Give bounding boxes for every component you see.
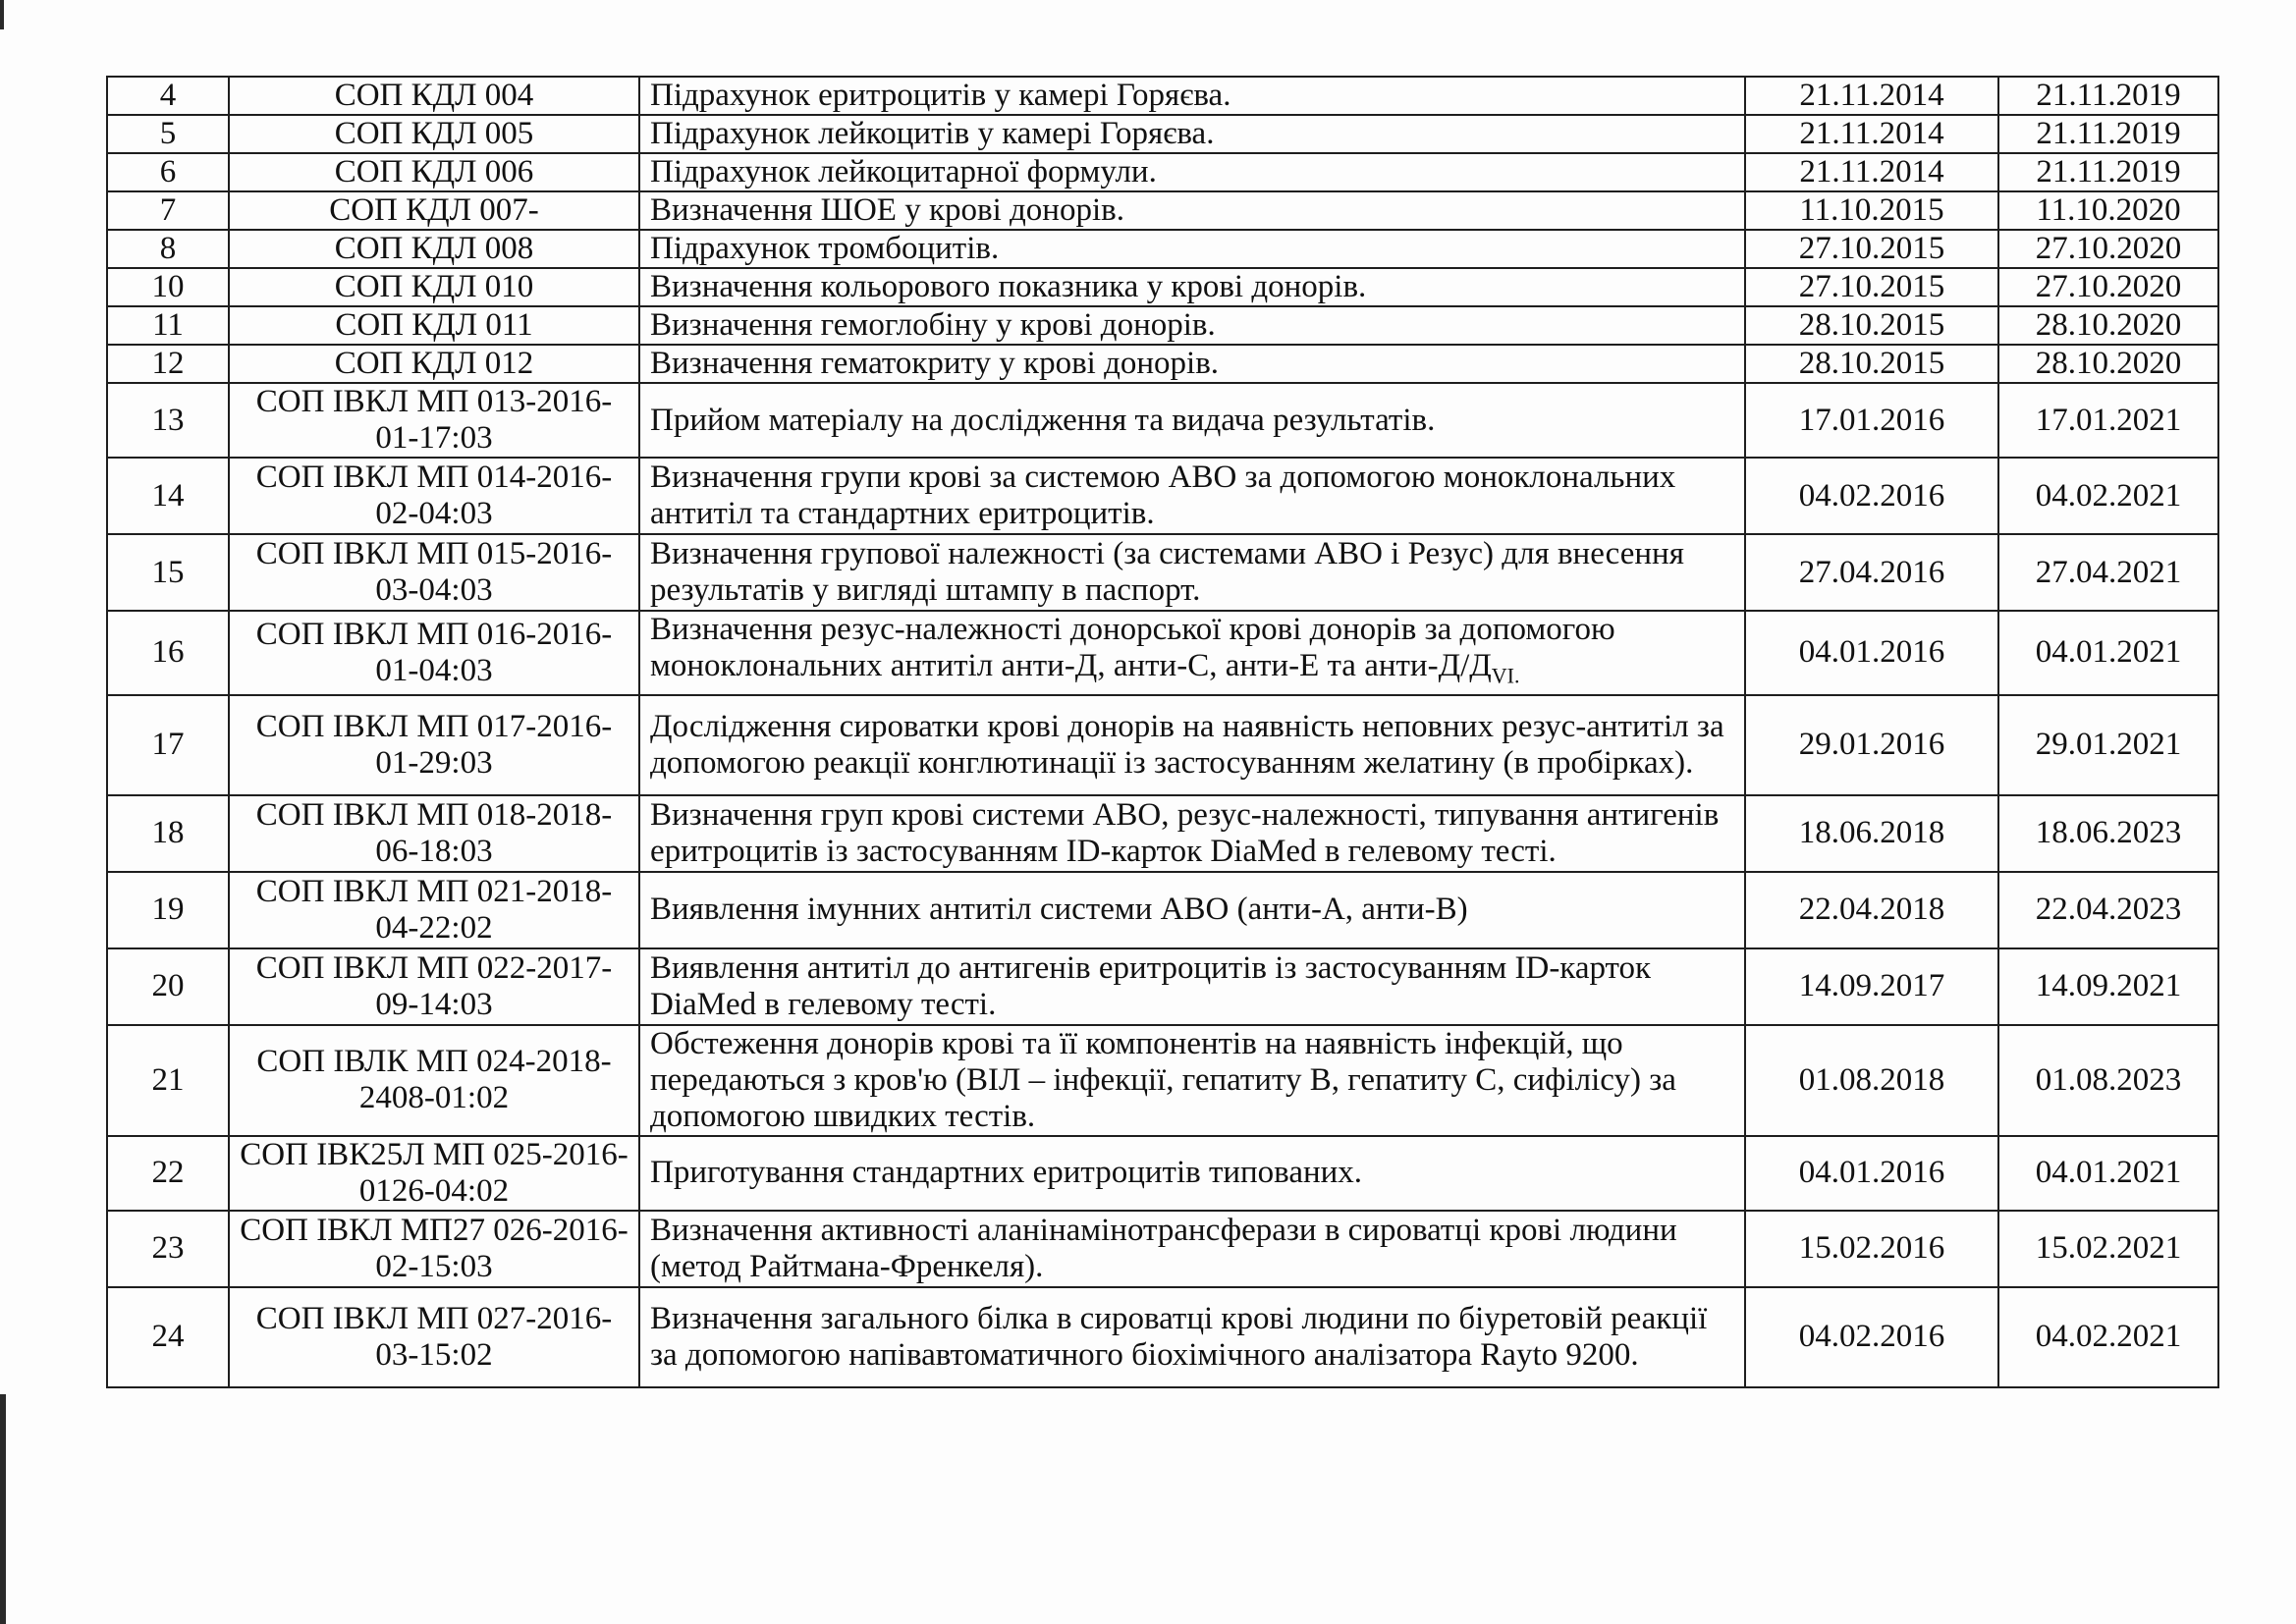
- sop-table: [106, 76, 2219, 1388]
- end-date: 27.04.2021: [1998, 534, 2218, 611]
- procedure-title: Виявлення імунних антитіл системи АВО (анти-А, анти-В): [639, 872, 1745, 948]
- scan-edge-mark-left: [0, 1394, 6, 1624]
- sop-code: СОП КДЛ 004: [229, 77, 639, 115]
- start-date: 04.01.2016: [1745, 1136, 1998, 1211]
- row-number: 10: [107, 268, 229, 306]
- sop-code: СОП ІВКЛ МП 022-2017-09-14:03: [229, 948, 639, 1025]
- row-number: 20: [107, 948, 229, 1025]
- sop-code: СОП КДЛ 008: [229, 230, 639, 268]
- row-number: 8: [107, 230, 229, 268]
- row-number: 21: [107, 1025, 229, 1136]
- end-date: 04.02.2021: [1998, 458, 2218, 534]
- procedure-title: Дослідження сироватки крові донорів на наявність неповних резус-антитіл за допомогою реакції конглютинації із застосуванням желатину (в пробірках).: [639, 695, 1745, 795]
- row-number: 15: [107, 534, 229, 611]
- start-date: 18.06.2018: [1745, 795, 1998, 872]
- sop-code: СОП ІВКЛ МП 016-2016-01-04:03: [229, 611, 639, 695]
- start-date: 21.11.2014: [1745, 153, 1998, 191]
- row-number: 14: [107, 458, 229, 534]
- procedure-title: Обстеження донорів крові та її компонентів на наявність інфекцій, що передаються з кров'ю (ВІЛ – інфекції, гепатиту В, гепатиту С, сифілісу) за допомогою швидких тестів.: [639, 1025, 1745, 1136]
- sop-code: СОП ІВКЛ МП 021-2018-04-22:02: [229, 872, 639, 948]
- scan-edge-mark-top: [0, 0, 4, 29]
- start-date: 28.10.2015: [1745, 345, 1998, 383]
- table-row: [107, 948, 2218, 1025]
- table-row: [107, 1287, 2218, 1387]
- sop-code: СОП КДЛ 011: [229, 306, 639, 345]
- start-date: 29.01.2016: [1745, 695, 1998, 795]
- sop-code: СОП ІВКЛ МП 017-2016-01-29:03: [229, 695, 639, 795]
- row-number: 16: [107, 611, 229, 695]
- start-date: 04.01.2016: [1745, 611, 1998, 695]
- end-date: 21.11.2019: [1998, 115, 2218, 153]
- end-date: 21.11.2019: [1998, 153, 2218, 191]
- table-row: [107, 345, 2218, 383]
- sop-code: СОП КДЛ 012: [229, 345, 639, 383]
- row-number: 6: [107, 153, 229, 191]
- table-row: [107, 383, 2218, 458]
- end-date: 15.02.2021: [1998, 1211, 2218, 1287]
- table-row: [107, 534, 2218, 611]
- procedure-title: Визначення активності аланінамінотрансферази в сироватці крові людини (метод Райтмана-Френкеля).: [639, 1211, 1745, 1287]
- procedure-title: Приготування стандартних еритроцитів типованих.: [639, 1136, 1745, 1211]
- row-number: 13: [107, 383, 229, 458]
- end-date: 29.01.2021: [1998, 695, 2218, 795]
- table-row: [107, 153, 2218, 191]
- start-date: 21.11.2014: [1745, 77, 1998, 115]
- table-row: [107, 458, 2218, 534]
- procedure-title: Визначення гематокриту у крові донорів.: [639, 345, 1745, 383]
- procedure-title: Визначення гемоглобіну у крові донорів.: [639, 306, 1745, 345]
- table-row: [107, 1025, 2218, 1136]
- table-row: [107, 1211, 2218, 1287]
- procedure-title: Визначення кольорового показника у крові донорів.: [639, 268, 1745, 306]
- procedure-title: Підрахунок еритроцитів у камері Горяєва.: [639, 77, 1745, 115]
- row-number: 11: [107, 306, 229, 345]
- start-date: 27.10.2015: [1745, 268, 1998, 306]
- start-date: 14.09.2017: [1745, 948, 1998, 1025]
- row-number: 7: [107, 191, 229, 230]
- end-date: 27.10.2020: [1998, 230, 2218, 268]
- procedure-title: Виявлення антитіл до антигенів еритроцитів із застосуванням ID-карток DiaMed в гелевому тесті.: [639, 948, 1745, 1025]
- end-date: 11.10.2020: [1998, 191, 2218, 230]
- table-row: [107, 1136, 2218, 1211]
- procedure-title: Підрахунок лейкоцитів у камері Горяєва.: [639, 115, 1745, 153]
- sop-code: СОП ІВЛК МП 024-2018-2408-01:02: [229, 1025, 639, 1136]
- table-row: [107, 230, 2218, 268]
- end-date: 04.01.2021: [1998, 611, 2218, 695]
- start-date: 22.04.2018: [1745, 872, 1998, 948]
- procedure-title: Визначення групи крові за системою АВО за допомогою моноклональних антитіл та стандартних еритроцитів.: [639, 458, 1745, 534]
- sop-code: СОП ІВКЛ МП 027-2016-03-15:02: [229, 1287, 639, 1387]
- row-number: 22: [107, 1136, 229, 1211]
- table-row: [107, 611, 2218, 695]
- end-date: 18.06.2023: [1998, 795, 2218, 872]
- row-number: 4: [107, 77, 229, 115]
- sop-code: СОП КДЛ 010: [229, 268, 639, 306]
- start-date: 15.02.2016: [1745, 1211, 1998, 1287]
- table-row: [107, 872, 2218, 948]
- sop-code: СОП ІВКЛ МП 018-2018-06-18:03: [229, 795, 639, 872]
- procedure-title: Визначення групової належності (за системами АВО і Резус) для внесення результатів у вигляді штампу в паспорт.: [639, 534, 1745, 611]
- sop-code: СОП КДЛ 006: [229, 153, 639, 191]
- sop-code: СОП ІВКЛ МП27 026-2016-02-15:03: [229, 1211, 639, 1287]
- table-row: [107, 795, 2218, 872]
- row-number: 23: [107, 1211, 229, 1287]
- start-date: 28.10.2015: [1745, 306, 1998, 345]
- table-row: [107, 306, 2218, 345]
- row-number: 5: [107, 115, 229, 153]
- sop-code: СОП ІВК25Л МП 025-2016-0126-04:02: [229, 1136, 639, 1211]
- table-row: [107, 77, 2218, 115]
- start-date: 17.01.2016: [1745, 383, 1998, 458]
- sop-code: СОП ІВКЛ МП 013-2016-01-17:03: [229, 383, 639, 458]
- sop-code: СОП КДЛ 007-: [229, 191, 639, 230]
- row-number: 24: [107, 1287, 229, 1387]
- row-number: 17: [107, 695, 229, 795]
- end-date: 04.01.2021: [1998, 1136, 2218, 1211]
- end-date: 14.09.2021: [1998, 948, 2218, 1025]
- end-date: 28.10.2020: [1998, 345, 2218, 383]
- procedure-title: Визначення резус-належності донорської крові донорів за допомогою моноклональних антитіл анти-Д, анти-С, анти-Е та анти-$Д/Д_{VI.}$: [639, 611, 1745, 695]
- procedure-title: Підрахунок тромбоцитів.: [639, 230, 1745, 268]
- end-date: 28.10.2020: [1998, 306, 2218, 345]
- row-number: 12: [107, 345, 229, 383]
- table-row: [107, 115, 2218, 153]
- start-date: 04.02.2016: [1745, 1287, 1998, 1387]
- sop-code: СОП КДЛ 005: [229, 115, 639, 153]
- end-date: 27.10.2020: [1998, 268, 2218, 306]
- start-date: 11.10.2015: [1745, 191, 1998, 230]
- procedure-title-subscript: VI.: [1491, 663, 1520, 688]
- end-date: 04.02.2021: [1998, 1287, 2218, 1387]
- start-date: 01.08.2018: [1745, 1025, 1998, 1136]
- procedure-title: Визначення загального білка в сироватці крові людини по біуретовій реакції за допомогою напівавтоматичного біохімічного аналізатора Rayto 9200.: [639, 1287, 1745, 1387]
- sop-code: СОП ІВКЛ МП 015-2016-03-04:03: [229, 534, 639, 611]
- procedure-title: Прийом матеріалу на дослідження та видача результатів.: [639, 383, 1745, 458]
- row-number: 19: [107, 872, 229, 948]
- end-date: 22.04.2023: [1998, 872, 2218, 948]
- end-date: 17.01.2021: [1998, 383, 2218, 458]
- sop-code: СОП ІВКЛ МП 014-2016-02-04:03: [229, 458, 639, 534]
- table-row: [107, 268, 2218, 306]
- sop-table-body: [107, 77, 2218, 1387]
- end-date: 21.11.2019: [1998, 77, 2218, 115]
- procedure-title: Визначення ШОЕ у крові донорів.: [639, 191, 1745, 230]
- start-date: 27.04.2016: [1745, 534, 1998, 611]
- end-date: 01.08.2023: [1998, 1025, 2218, 1136]
- start-date: 04.02.2016: [1745, 458, 1998, 534]
- row-number: 18: [107, 795, 229, 872]
- table-row: [107, 191, 2218, 230]
- start-date: 21.11.2014: [1745, 115, 1998, 153]
- procedure-title: Підрахунок лейкоцитарної формули.: [639, 153, 1745, 191]
- table-row: [107, 695, 2218, 795]
- start-date: 27.10.2015: [1745, 230, 1998, 268]
- procedure-title: Визначення груп крові системи АВО, резус-належності, типування антигенів еритроцитів із застосуванням ID-карток DiaMed в гелевому тесті.: [639, 795, 1745, 872]
